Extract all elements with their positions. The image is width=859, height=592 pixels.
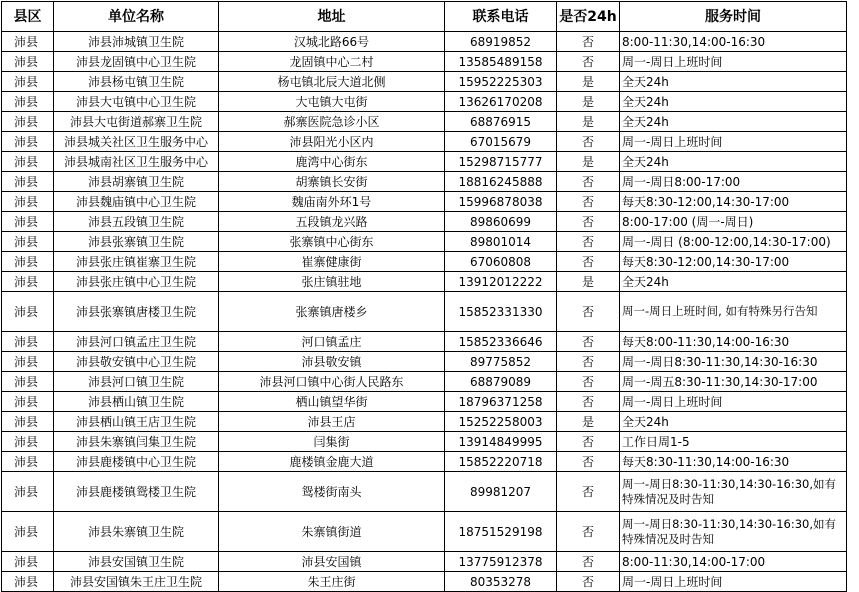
cell-address: 崔寨健康街 bbox=[219, 252, 445, 272]
cell-address: 栖山镇望华街 bbox=[219, 392, 445, 412]
cell-24h: 否 bbox=[557, 132, 620, 152]
cell-address: 沛县敬安镇 bbox=[219, 352, 445, 372]
header-24h: 是否24h bbox=[557, 2, 620, 32]
table-row bbox=[2, 72, 847, 92]
cell-phone: 68876915 bbox=[445, 112, 557, 132]
cell-24h: 否 bbox=[557, 552, 620, 572]
cell-24h: 否 bbox=[557, 52, 620, 72]
cell-24h: 是 bbox=[557, 412, 620, 432]
cell-unit: 沛县胡寨镇卫生院 bbox=[54, 172, 219, 192]
table-row bbox=[2, 292, 847, 332]
cell-hours: 全天24h bbox=[620, 272, 847, 292]
cell-address: 朱王庄街 bbox=[219, 572, 445, 592]
cell-county: 沛县 bbox=[2, 432, 54, 452]
cell-unit: 沛县五段镇卫生院 bbox=[54, 212, 219, 232]
cell-24h: 否 bbox=[557, 392, 620, 412]
cell-address: 河口镇孟庄 bbox=[219, 332, 445, 352]
cell-unit: 沛县大屯镇中心卫生院 bbox=[54, 92, 219, 112]
cell-address: 龙固镇中心二村 bbox=[219, 52, 445, 72]
cell-county: 沛县 bbox=[2, 292, 54, 332]
cell-24h: 否 bbox=[557, 572, 620, 592]
cell-hours: 周一-周日 (8:00-12:00,14:30-17:00) bbox=[620, 232, 847, 252]
table-row bbox=[2, 512, 847, 552]
cell-county: 沛县 bbox=[2, 92, 54, 112]
cell-county: 沛县 bbox=[2, 32, 54, 52]
cell-county: 沛县 bbox=[2, 72, 54, 92]
cell-24h: 是 bbox=[557, 272, 620, 292]
cell-hours: 每天8:30-12:00,14:30-17:00 bbox=[620, 252, 847, 272]
cell-hours: 工作日周1-5 bbox=[620, 432, 847, 452]
table-row bbox=[2, 352, 847, 372]
cell-phone: 13914849995 bbox=[445, 432, 557, 452]
cell-phone: 68879089 bbox=[445, 372, 557, 392]
cell-county: 沛县 bbox=[2, 192, 54, 212]
cell-hours: 周一-周日上班时间 bbox=[620, 572, 847, 592]
clinic-table bbox=[1, 1, 847, 592]
cell-unit: 沛县河口镇卫生院 bbox=[54, 372, 219, 392]
cell-hours: 8:00-11:30,14:00-17:00 bbox=[620, 552, 847, 572]
table-row bbox=[2, 392, 847, 412]
cell-address: 鹿湾中心街东 bbox=[219, 152, 445, 172]
table-row bbox=[2, 132, 847, 152]
cell-unit: 沛县鹿楼镇鸳楼卫生院 bbox=[54, 472, 219, 512]
cell-phone: 80353278 bbox=[445, 572, 557, 592]
cell-address: 沛县河口镇中心街人民路东 bbox=[219, 372, 445, 392]
cell-unit: 沛县安国镇朱王庄卫生院 bbox=[54, 572, 219, 592]
cell-unit: 沛县朱寨镇卫生院 bbox=[54, 512, 219, 552]
cell-unit: 沛县城关社区卫生服务中心 bbox=[54, 132, 219, 152]
table-row bbox=[2, 172, 847, 192]
cell-hours: 周一-周日上班时间 bbox=[620, 132, 847, 152]
cell-phone: 15852331330 bbox=[445, 292, 557, 332]
table-row bbox=[2, 92, 847, 112]
header-hours: 服务时间 bbox=[620, 2, 847, 32]
cell-unit: 沛县栖山镇王店卫生院 bbox=[54, 412, 219, 432]
cell-24h: 是 bbox=[557, 92, 620, 112]
table-row bbox=[2, 152, 847, 172]
cell-unit: 沛县魏庙镇中心卫生院 bbox=[54, 192, 219, 212]
table-row bbox=[2, 252, 847, 272]
cell-address: 沛县阳光小区内 bbox=[219, 132, 445, 152]
cell-address: 胡寨镇长安街 bbox=[219, 172, 445, 192]
cell-hours: 周一-周日8:30-11:30,14:30-16:30 bbox=[620, 352, 847, 372]
cell-unit: 沛县张庄镇崔寨卫生院 bbox=[54, 252, 219, 272]
cell-address: 鹿楼镇金鹿大道 bbox=[219, 452, 445, 472]
cell-hours: 每天8:30-11:30,14:00-16:30 bbox=[620, 452, 847, 472]
cell-unit: 沛县张庄镇中心卫生院 bbox=[54, 272, 219, 292]
cell-24h: 是 bbox=[557, 152, 620, 172]
table-row bbox=[2, 52, 847, 72]
header-unit: 单位名称 bbox=[54, 2, 219, 32]
cell-phone: 68919852 bbox=[445, 32, 557, 52]
cell-phone: 89981207 bbox=[445, 472, 557, 512]
cell-24h: 否 bbox=[557, 192, 620, 212]
cell-county: 沛县 bbox=[2, 392, 54, 412]
cell-county: 沛县 bbox=[2, 412, 54, 432]
cell-county: 沛县 bbox=[2, 572, 54, 592]
cell-hours: 全天24h bbox=[620, 112, 847, 132]
cell-hours: 每天8:30-12:00,14:30-17:00 bbox=[620, 192, 847, 212]
header-phone: 联系电话 bbox=[445, 2, 557, 32]
cell-phone: 15952225303 bbox=[445, 72, 557, 92]
cell-address: 沛县安国镇 bbox=[219, 552, 445, 572]
cell-county: 沛县 bbox=[2, 52, 54, 72]
cell-24h: 否 bbox=[557, 292, 620, 332]
cell-unit: 沛县朱寨镇闫集卫生院 bbox=[54, 432, 219, 452]
cell-24h: 否 bbox=[557, 512, 620, 552]
cell-hours: 周一-周日8:00-17:00 bbox=[620, 172, 847, 192]
table-row bbox=[2, 272, 847, 292]
cell-phone: 89775852 bbox=[445, 352, 557, 372]
cell-phone: 15996878038 bbox=[445, 192, 557, 212]
cell-county: 沛县 bbox=[2, 512, 54, 552]
cell-phone: 15252258003 bbox=[445, 412, 557, 432]
cell-county: 沛县 bbox=[2, 112, 54, 132]
cell-address: 张寨镇中心街东 bbox=[219, 232, 445, 252]
cell-county: 沛县 bbox=[2, 552, 54, 572]
cell-hours: 周一-周日8:30-11:30,14:30-16:30,如有特殊情况及时告知 bbox=[620, 472, 847, 512]
header-row bbox=[2, 2, 847, 32]
cell-phone: 18796371258 bbox=[445, 392, 557, 412]
cell-phone: 89801014 bbox=[445, 232, 557, 252]
cell-unit: 沛县鹿楼镇中心卫生院 bbox=[54, 452, 219, 472]
table-row bbox=[2, 32, 847, 52]
cell-address: 张庄镇驻地 bbox=[219, 272, 445, 292]
cell-unit: 沛县张寨镇唐楼卫生院 bbox=[54, 292, 219, 332]
cell-hours: 周一-周日8:30-11:30,14:30-16:30,如有特殊情况及时告知 bbox=[620, 512, 847, 552]
cell-address: 沛县王店 bbox=[219, 412, 445, 432]
cell-24h: 否 bbox=[557, 372, 620, 392]
cell-hours: 周一-周日上班时间 bbox=[620, 52, 847, 72]
cell-county: 沛县 bbox=[2, 272, 54, 292]
cell-24h: 否 bbox=[557, 452, 620, 472]
cell-24h: 是 bbox=[557, 72, 620, 92]
table-row bbox=[2, 192, 847, 212]
cell-phone: 13626170208 bbox=[445, 92, 557, 112]
cell-address: 五段镇龙兴路 bbox=[219, 212, 445, 232]
cell-hours: 全天24h bbox=[620, 412, 847, 432]
cell-hours: 全天24h bbox=[620, 72, 847, 92]
table-row bbox=[2, 432, 847, 452]
cell-unit: 沛县河口镇孟庄卫生院 bbox=[54, 332, 219, 352]
table-row bbox=[2, 212, 847, 232]
table-row bbox=[2, 232, 847, 252]
cell-address: 鸳楼街南头 bbox=[219, 472, 445, 512]
table-row bbox=[2, 552, 847, 572]
cell-county: 沛县 bbox=[2, 252, 54, 272]
cell-hours: 周一-周日上班时间, 如有特殊另行告知 bbox=[620, 292, 847, 332]
cell-24h: 否 bbox=[557, 332, 620, 352]
cell-hours: 全天24h bbox=[620, 92, 847, 112]
table-row bbox=[2, 112, 847, 132]
cell-address: 汉城北路66号 bbox=[219, 32, 445, 52]
cell-phone: 15298715777 bbox=[445, 152, 557, 172]
table-row bbox=[2, 332, 847, 352]
cell-phone: 13585489158 bbox=[445, 52, 557, 72]
table-row bbox=[2, 452, 847, 472]
cell-phone: 18816245888 bbox=[445, 172, 557, 192]
table-row bbox=[2, 472, 847, 512]
cell-phone: 67015679 bbox=[445, 132, 557, 152]
cell-unit: 沛县栖山镇卫生院 bbox=[54, 392, 219, 412]
header-address: 地址 bbox=[219, 2, 445, 32]
cell-phone: 13775912378 bbox=[445, 552, 557, 572]
cell-24h: 否 bbox=[557, 432, 620, 452]
header-county: 县区 bbox=[2, 2, 54, 32]
table-row bbox=[2, 572, 847, 592]
cell-unit: 沛县城南社区卫生服务中心 bbox=[54, 152, 219, 172]
cell-county: 沛县 bbox=[2, 332, 54, 352]
cell-24h: 否 bbox=[557, 252, 620, 272]
cell-address: 大屯镇大屯街 bbox=[219, 92, 445, 112]
cell-hours: 8:00-17:00 (周一-周日) bbox=[620, 212, 847, 232]
cell-address: 郝寨医院急诊小区 bbox=[219, 112, 445, 132]
cell-county: 沛县 bbox=[2, 472, 54, 512]
cell-unit: 沛县敬安镇中心卫生院 bbox=[54, 352, 219, 372]
cell-phone: 15852336646 bbox=[445, 332, 557, 352]
table-row bbox=[2, 372, 847, 392]
cell-phone: 18751529198 bbox=[445, 512, 557, 552]
cell-unit: 沛县沛城镇卫生院 bbox=[54, 32, 219, 52]
cell-phone: 89860699 bbox=[445, 212, 557, 232]
cell-24h: 否 bbox=[557, 172, 620, 192]
cell-address: 魏庙南外环1号 bbox=[219, 192, 445, 212]
cell-unit: 沛县安国镇卫生院 bbox=[54, 552, 219, 572]
cell-county: 沛县 bbox=[2, 232, 54, 252]
cell-address: 杨屯镇北辰大道北侧 bbox=[219, 72, 445, 92]
cell-24h: 否 bbox=[557, 32, 620, 52]
cell-hours: 每天8:00-11:30,14:00-16:30 bbox=[620, 332, 847, 352]
cell-county: 沛县 bbox=[2, 152, 54, 172]
cell-unit: 沛县杨屯镇卫生院 bbox=[54, 72, 219, 92]
cell-unit: 沛县张寨镇卫生院 bbox=[54, 232, 219, 252]
cell-unit: 沛县龙固镇中心卫生院 bbox=[54, 52, 219, 72]
cell-hours: 8:00-11:30,14:00-16:30 bbox=[620, 32, 847, 52]
cell-24h: 是 bbox=[557, 112, 620, 132]
cell-address: 闫集街 bbox=[219, 432, 445, 452]
cell-24h: 否 bbox=[557, 472, 620, 512]
cell-hours: 周一-周日上班时间 bbox=[620, 392, 847, 412]
cell-24h: 否 bbox=[557, 212, 620, 232]
cell-county: 沛县 bbox=[2, 452, 54, 472]
cell-county: 沛县 bbox=[2, 212, 54, 232]
cell-address: 朱寨镇街道 bbox=[219, 512, 445, 552]
cell-24h: 否 bbox=[557, 232, 620, 252]
cell-phone: 13912012222 bbox=[445, 272, 557, 292]
cell-phone: 15852220718 bbox=[445, 452, 557, 472]
cell-24h: 否 bbox=[557, 352, 620, 372]
table-row bbox=[2, 412, 847, 432]
cell-county: 沛县 bbox=[2, 132, 54, 152]
cell-address: 张寨镇唐楼乡 bbox=[219, 292, 445, 332]
cell-hours: 全天24h bbox=[620, 152, 847, 172]
cell-county: 沛县 bbox=[2, 172, 54, 192]
cell-county: 沛县 bbox=[2, 352, 54, 372]
cell-unit: 沛县大屯街道郝寨卫生院 bbox=[54, 112, 219, 132]
cell-hours: 周一-周五8:30-11:30,14:30-17:00 bbox=[620, 372, 847, 392]
cell-phone: 67060808 bbox=[445, 252, 557, 272]
cell-county: 沛县 bbox=[2, 372, 54, 392]
